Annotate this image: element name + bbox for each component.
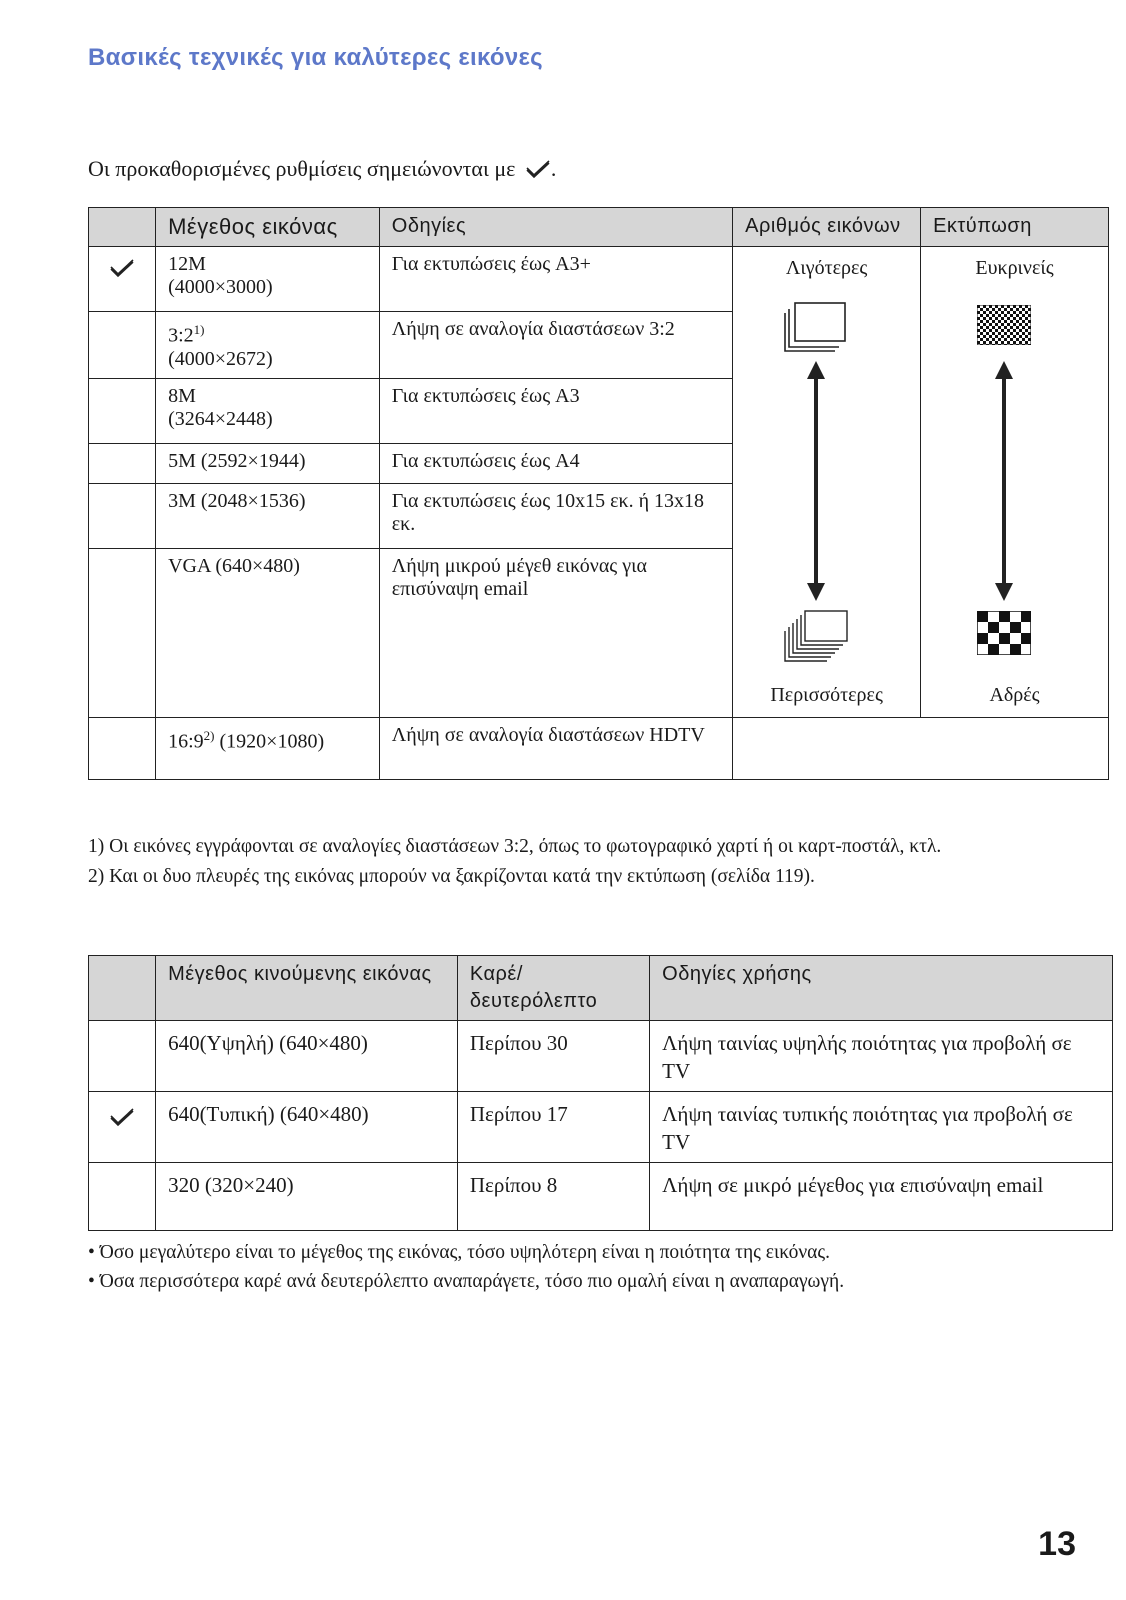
default-marker <box>89 549 156 718</box>
default-marker <box>89 1021 156 1092</box>
usage-cell: Λήψη ταινίας τυπικής ποιότητας για προβολή σε TV <box>650 1092 1113 1163</box>
guide-cell: Λήψη σε αναλογία διαστάσεων 3:2 <box>379 312 732 379</box>
default-marker <box>89 312 156 379</box>
header-movie-size: Μέγεθος κινούμενης εικόνας <box>156 956 458 1021</box>
empty-cell <box>733 718 1109 780</box>
default-marker <box>89 247 156 312</box>
check-icon <box>525 159 551 179</box>
default-marker <box>89 378 156 443</box>
guide-cell: Για εκτυπώσεις έως 10x15 εκ. ή 13x18 εκ. <box>379 484 732 549</box>
table-row <box>89 1163 1113 1231</box>
table-header-row <box>89 208 1109 247</box>
default-marker <box>89 1163 156 1231</box>
intro-label: Οι προκαθορισμένες ρυθμίσεις σημειώνονται με <box>88 156 516 181</box>
section-title: Βασικές τεχνικές για καλύτερες εικόνες <box>88 44 543 71</box>
default-marker <box>89 443 156 484</box>
size-cell: 640(Υψηλή) (640×480) <box>156 1021 458 1092</box>
size-cell: 12M (4000×3000) <box>156 247 380 312</box>
double-arrow-icon <box>993 361 1015 601</box>
bullet-list <box>88 1238 1126 1296</box>
header-blank <box>89 956 156 1021</box>
size-cell: VGA (640×480) <box>156 549 380 718</box>
list-item: • Όσα περισσότερα καρέ ανά δευτερόλεπτο αναπαράγετε, τόσο πιο ομαλή είναι η αναπαραγωγή. <box>88 1271 845 1292</box>
default-marker <box>89 718 156 780</box>
print-top-label: Ευκρινείς <box>975 257 1054 279</box>
table-row <box>89 718 1109 780</box>
fine-grid-icon <box>977 305 1031 345</box>
guide-cell: Για εκτυπώσεις έως A3+ <box>379 247 732 312</box>
usage-cell: Λήψη ταινίας υψηλής ποιότητας για προβολή σε TV <box>650 1021 1113 1092</box>
intro-suffix: . <box>550 156 557 181</box>
size-cell: 3:2$^{1)}$ (4000×2672) <box>156 312 380 379</box>
few-images-icon <box>781 301 849 353</box>
movie-size-table <box>88 955 1113 1231</box>
guide-cell: Λήψη μικρού μέγεθ εικόνας για επισύναψη email <box>379 549 732 718</box>
list-item: • Όσο μεγαλύτερο είναι το μέγεθος της εικόνας, τόσο υψηλότερη είναι η ποιότητα της εικόνας. <box>88 1242 830 1263</box>
footnote: 1) Οι εικόνες εγγράφονται σε αναλογίες διαστάσεων 3:2, όπως το φωτογραφικό χαρτί ή οι καρτ-ποστάλ, κτλ. <box>88 836 942 857</box>
guide-cell: Λήψη σε αναλογία διαστάσεων HDTV <box>379 718 732 780</box>
guide-cell: Για εκτυπώσεις έως A3 <box>379 378 732 443</box>
size-cell: 3M (2048×1536) <box>156 484 380 549</box>
image-count-scale <box>733 247 921 718</box>
default-marker <box>89 1092 156 1163</box>
size-cell: 8M (3264×2448) <box>156 378 380 443</box>
many-images-icon <box>781 609 851 669</box>
table-row <box>89 1092 1113 1163</box>
default-marker <box>89 484 156 549</box>
print-quality-scale <box>921 247 1109 718</box>
coarse-grid-icon <box>977 611 1031 655</box>
header-image-size: Μέγεθος εικόνας <box>156 208 380 247</box>
guide-cell: Για εκτυπώσεις έως A4 <box>379 443 732 484</box>
intro-text <box>88 156 556 182</box>
fps-cell: Περίπου 8 <box>457 1163 649 1231</box>
print-bottom-label: Αδρές <box>989 684 1040 706</box>
fps-cell: Περίπου 17 <box>457 1092 649 1163</box>
header-guide: Οδηγίες <box>379 208 732 247</box>
check-icon <box>109 257 135 279</box>
count-bottom-label: Περισσότερες <box>770 684 883 706</box>
header-print: Εκτύπωση <box>921 208 1109 247</box>
header-fps: Καρέ/ δευτερόλεπτο <box>457 956 649 1021</box>
size-cell: 5M (2592×1944) <box>156 443 380 484</box>
image-size-table <box>88 207 1109 780</box>
usage-cell: Λήψη σε μικρό μέγεθος για επισύναψη email <box>650 1163 1113 1231</box>
table-row <box>89 247 1109 312</box>
header-usage: Οδηγίες χρήσης <box>650 956 1113 1021</box>
size-cell: 16:9$^{2)}$ (1920×1080) <box>156 718 380 780</box>
check-icon <box>109 1106 135 1128</box>
page-number: 13 <box>1038 1525 1076 1563</box>
fps-cell: Περίπου 30 <box>457 1021 649 1092</box>
size-cell: 320 (320×240) <box>156 1163 458 1231</box>
double-arrow-icon <box>805 361 827 601</box>
header-blank <box>89 208 156 247</box>
table-row <box>89 1021 1113 1092</box>
table-header-row <box>89 956 1113 1021</box>
count-top-label: Λιγότερες <box>785 257 868 279</box>
footnotes <box>88 835 1118 895</box>
header-image-count: Αριθμός εικόνων <box>733 208 921 247</box>
footnote: 2) Και οι δυο πλευρές της εικόνας μπορούν να ξακρίζονται κατά την εκτύπωση (σελίδα 119). <box>88 866 815 887</box>
size-cell: 640(Τυπική) (640×480) <box>156 1092 458 1163</box>
